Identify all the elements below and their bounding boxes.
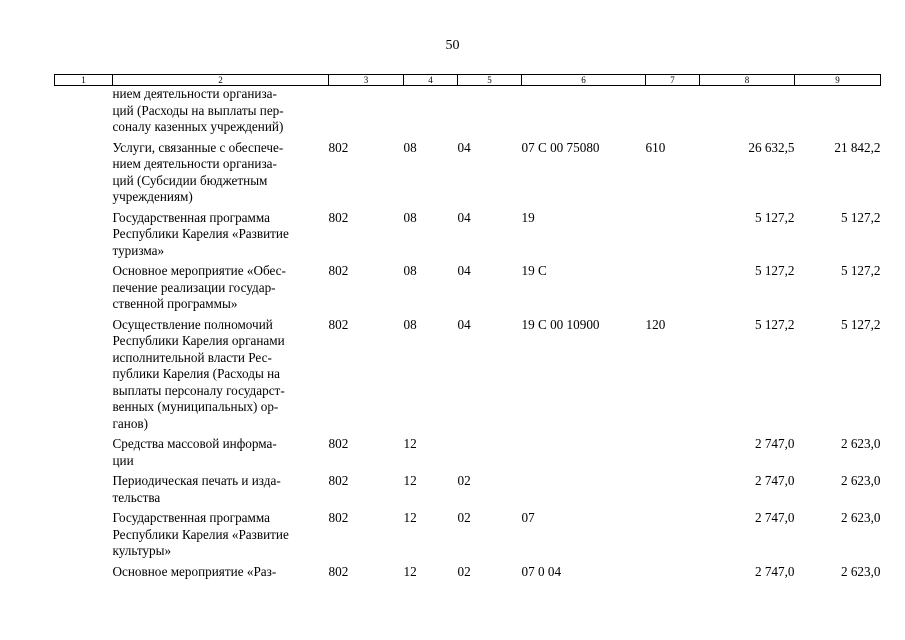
subsection-code-cell: 04 [457, 209, 471, 225]
amount-year-2-cell: 21 842,2 [834, 139, 881, 155]
row-number-cell [55, 136, 113, 206]
column-header-2: 2 [113, 75, 329, 86]
amount-year-2-cell: 5 127,2 [840, 316, 881, 332]
section-code-cell: 12 [403, 473, 417, 488]
target-article-cell [522, 86, 646, 136]
subsection-code-cell: 04 [457, 316, 471, 332]
target-article-cell: 07 0 04 [521, 563, 562, 579]
department-code-cell: 802 [328, 436, 349, 451]
budget-table [54, 74, 881, 580]
section-code-cell [404, 86, 458, 136]
item-name-cell: Государственная программа Республики Карелия «Развитие туризма» [112, 209, 289, 258]
expense-type-cell [646, 560, 700, 581]
expense-type-cell: 120 [645, 316, 666, 332]
amount-year-2-cell: 2 623,0 [840, 563, 881, 579]
amount-year-1-cell: 2 747,0 [754, 510, 795, 525]
item-name-cell: Основное мероприятие «Раз- [112, 563, 277, 579]
item-name-cell: Услуги, связанные с обеспече- нием деятельности организа- ций (Субсидии бюджетным учреждениям) [112, 139, 284, 204]
section-code-cell: 12 [403, 510, 417, 525]
subsection-code-cell [458, 86, 522, 136]
table-row [55, 313, 881, 433]
target-article-cell [522, 432, 646, 469]
target-article-cell: 19 [521, 209, 535, 225]
item-name-cell: Осуществление полномочий Республики Карелия органами исполнительной власти Рес- публики Карелия (Расходы на выплаты персоналу государст- венных (муниципальных) ор- ганов) [112, 316, 285, 431]
row-number-cell [55, 560, 113, 581]
department-code-cell: 802 [328, 139, 349, 155]
column-header-8: 8 [700, 75, 795, 86]
target-article-cell: 07 С 00 75080 [521, 139, 600, 155]
department-code-cell: 802 [328, 263, 349, 278]
amount-year-1-cell: 26 632,5 [748, 139, 795, 155]
row-number-cell [55, 313, 113, 433]
item-name-cell: Средства массовой информа- ции [112, 436, 277, 468]
table-row [55, 506, 881, 560]
item-name-cell: Основное мероприятие «Обес- печение реализации государ- ственной программы» [112, 263, 286, 311]
department-code-cell: 802 [328, 209, 349, 225]
subsection-code-cell: 04 [457, 263, 471, 278]
expense-type-cell [646, 259, 700, 313]
row-number-cell [55, 506, 113, 560]
page-number: 50 [445, 38, 460, 53]
expense-type-cell [646, 506, 700, 560]
column-header-6: 6 [522, 75, 646, 86]
department-code-cell [329, 86, 404, 136]
table-row [55, 469, 881, 506]
amount-year-2-cell: 5 127,2 [840, 209, 881, 225]
item-name-cell: Государственная программа Республики Карелия «Развитие культуры» [112, 510, 289, 558]
target-article-cell: 19 С 00 10900 [521, 316, 600, 332]
amount-year-1-cell: 2 747,0 [754, 473, 795, 488]
column-header-3: 3 [329, 75, 404, 86]
table-row [55, 136, 881, 206]
expense-type-cell [646, 206, 700, 260]
column-header-1: 1 [55, 75, 113, 86]
table-body [55, 86, 881, 581]
table-row [55, 206, 881, 260]
section-code-cell: 12 [403, 436, 417, 451]
table-row [55, 432, 881, 469]
row-number-cell [55, 86, 113, 136]
expense-type-cell [646, 432, 700, 469]
expense-type-cell [646, 469, 700, 506]
table-row [55, 560, 881, 581]
amount-year-2-cell: 5 127,2 [840, 263, 881, 278]
column-number-header [55, 75, 881, 86]
target-article-cell [522, 469, 646, 506]
amount-year-2-cell: 2 623,0 [840, 436, 881, 451]
subsection-code-cell: 02 [457, 510, 471, 525]
item-name-cell: нием деятельности организа- ций (Расходы на выплаты пер- соналу казенных учреждений) [112, 86, 284, 134]
row-number-cell [55, 432, 113, 469]
section-code-cell: 08 [403, 316, 417, 332]
column-header-7: 7 [646, 75, 700, 86]
section-code-cell: 08 [403, 209, 417, 225]
target-article-cell: 07 [521, 510, 535, 525]
row-number-cell [55, 259, 113, 313]
column-header-5: 5 [458, 75, 522, 86]
subsection-code-cell [458, 432, 522, 469]
amount-year-1-cell: 2 747,0 [754, 436, 795, 451]
department-code-cell: 802 [328, 473, 349, 488]
amount-year-1-cell [700, 86, 795, 136]
column-header-9: 9 [795, 75, 881, 86]
section-code-cell: 08 [403, 139, 417, 155]
expense-type-cell [646, 86, 700, 136]
department-code-cell: 802 [328, 563, 349, 579]
department-code-cell: 802 [328, 510, 349, 525]
section-code-cell: 12 [403, 563, 417, 579]
expense-type-cell: 610 [645, 139, 666, 155]
target-article-cell: 19 С [521, 263, 547, 278]
amount-year-1-cell: 5 127,2 [754, 209, 795, 225]
subsection-code-cell: 02 [457, 563, 471, 579]
department-code-cell: 802 [328, 316, 349, 332]
amount-year-1-cell: 5 127,2 [754, 263, 795, 278]
row-number-cell [55, 469, 113, 506]
table-row [55, 86, 881, 136]
table-row [55, 259, 881, 313]
amount-year-2-cell [795, 86, 881, 136]
row-number-cell [55, 206, 113, 260]
amount-year-2-cell: 2 623,0 [840, 510, 881, 525]
section-code-cell: 08 [403, 263, 417, 278]
amount-year-1-cell: 5 127,2 [754, 316, 795, 332]
subsection-code-cell: 02 [457, 473, 471, 488]
column-header-4: 4 [404, 75, 458, 86]
amount-year-1-cell: 2 747,0 [754, 563, 795, 579]
subsection-code-cell: 04 [457, 139, 471, 155]
amount-year-2-cell: 2 623,0 [840, 473, 881, 488]
item-name-cell: Периодическая печать и изда- тельства [112, 473, 281, 505]
